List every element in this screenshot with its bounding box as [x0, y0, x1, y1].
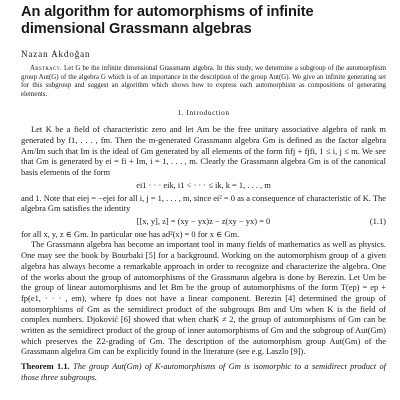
- theorem-label: Theorem 1.1.: [21, 361, 70, 372]
- intro-paragraph-2: and 1. Note that eiej = −ejei for all i, j = 1, . . . , m, since ei² = 0 as a consequence of characteristic of K. The algebra Gm satisfies the identity: [21, 192, 386, 214]
- intro-paragraph-4: The Grassmann algebra has become an important tool in many fields of mathematics as well as physics. One may see the book by Bourbaki [5] for a background. Working on the automorphism group of a given algebra has always become a remarkable approach in order to recognize and characterize the algebra. One of the works about the group of automorphisms of the Grassmann algebra is done by Berezin. Let Um be the group of linear automorphisms and let Bm be the group of automorphisms of the form T(ep) = ep + fp(e1, · · · , em), where fp does not have a linear component. Berezin [4] determined the group of automorphisms of Gm as the semidirect product of the subgroups Bm and Um when K is the field of complex numbers. Djoković [6] showed that when charK ≠ 2, the group of automorphisms of Gm can be written as the semidirect product of the group of inner automorphisms of Gm and the subgroup of Aut(Gm) which preserves the Z2-grading of Gm. The description of the automorphism group Aut(Gm) of the Grassmann algebra Gm can be explicitly found in the literature (see e.g. Laszlo [9]).: [21, 239, 386, 357]
- intro-paragraph-1: Let K be a field of characteristic zero and let Am be the free unitary associative algebra of rank m generated by f1, . . . , fm. Then the m-generated Grassmann algebra Gm is defined as the factor algebra Am/Im such that Im is the ideal of Gm generated by all elements of the form fifj + fjfi, 1 ≤ i, j ≤ m. We see that Gm is generated by ei = fi + Im, i = 1, . . . , m. Clearly the Grassmann algebra Gm is of the canonical basis elements of the form: [21, 124, 386, 178]
- display-basis: ei1 · · · eik, i1 < · · · ≤ ik, k = 1, . . . , m: [136, 179, 271, 190]
- theorem-text: The group Aut(Gm) of K-automorphisms of Gm is isomorphic to a semidirect product of those three subgroups.: [21, 361, 387, 382]
- abstract-text: Let G be the infinite dimensional Grassmann algebra. In this study, we determine a subgroup of the automorphism group Aut(G) of the algebra G which is of an importance in the description of the group Aut(G). We give an infinite generating set for this subgroup and suggest an algorithm which shows how to express each automorphism as compositions of generating elements.: [21, 65, 387, 98]
- equation-1: [21, 216, 386, 227]
- abstract-label: Abstract.: [30, 65, 62, 72]
- equation-1-formula: [[x, y], z] = (xy − yx)z − z(xy − yx) = 0: [136, 216, 271, 226]
- abstract: [21, 65, 386, 99]
- intro-paragraph-3: for all x, y, z ∈ Gm. In particular one has ad²(x) = 0 for x ∈ Gm.: [21, 228, 240, 239]
- section-heading: 1. Introduction: [177, 108, 230, 118]
- paper-title: An algorithm for automorphisms of infinite dimensional Grassmann algebras: [21, 4, 314, 37]
- author-name: Nazan Akdoğan: [21, 49, 91, 59]
- theorem-1-1: [21, 361, 386, 382]
- equation-1-number: (1.1): [369, 216, 386, 226]
